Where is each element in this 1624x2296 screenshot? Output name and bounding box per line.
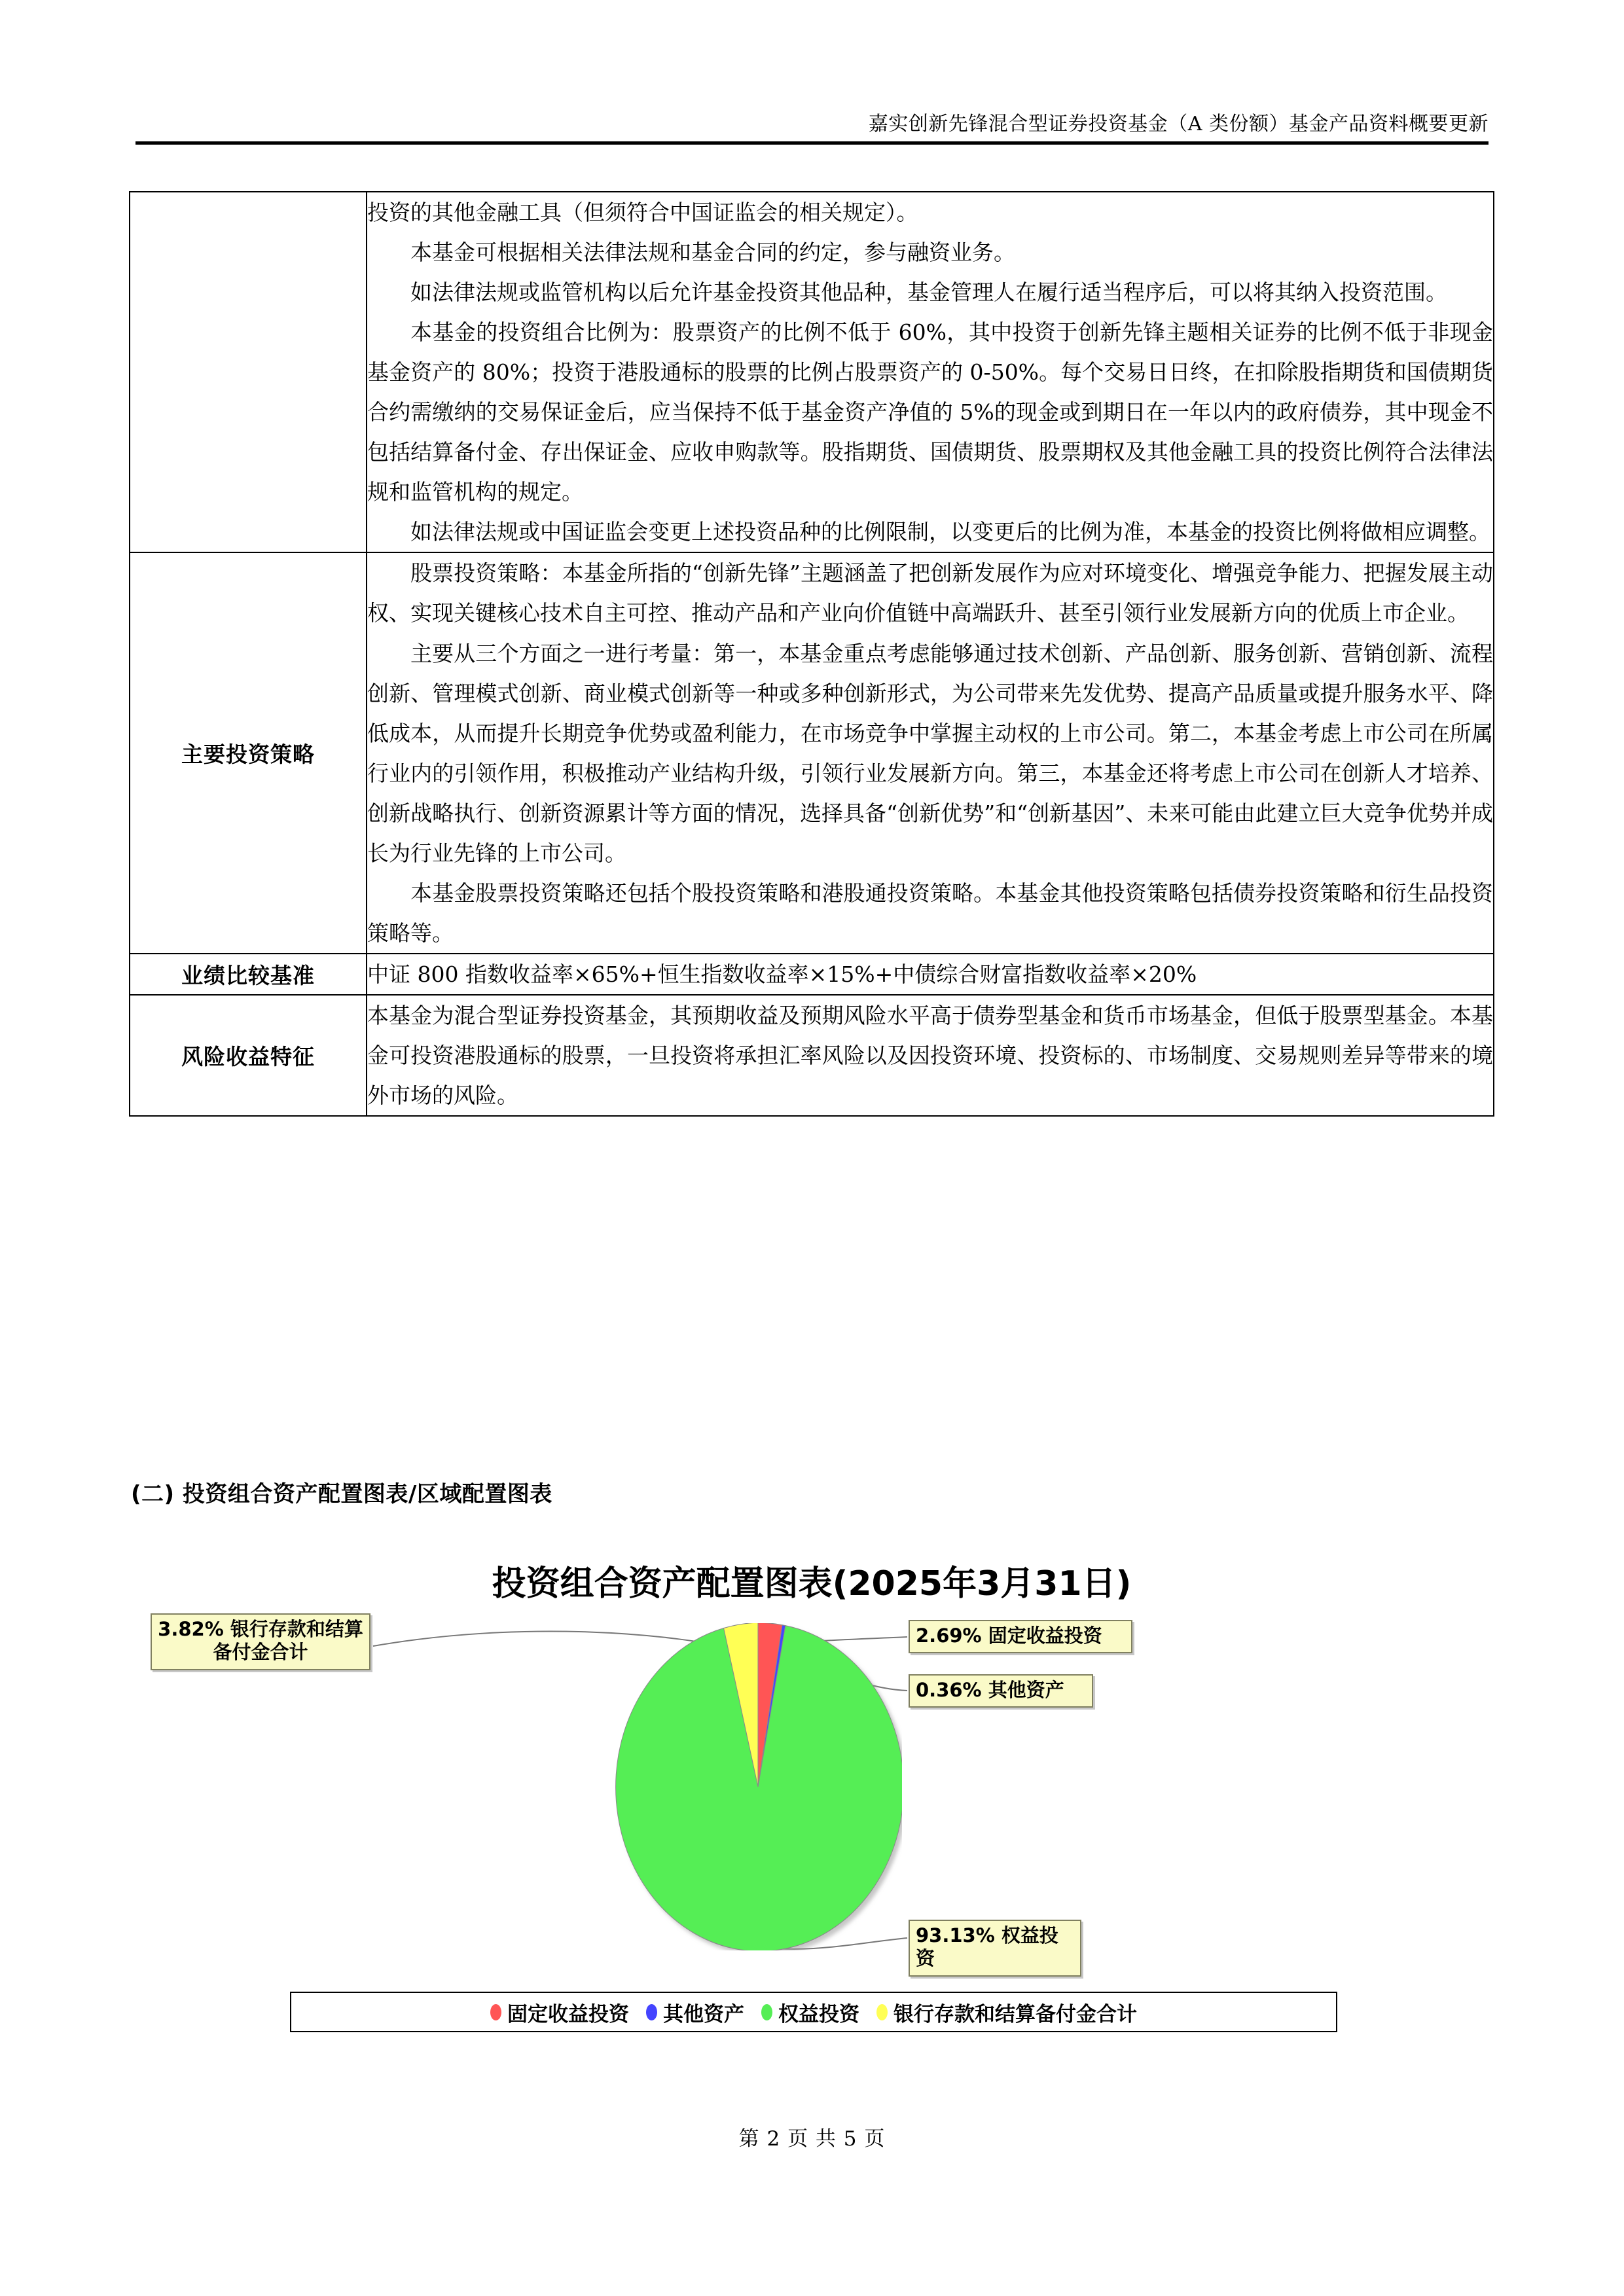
table-row — [130, 192, 1494, 552]
pie-chart — [614, 1623, 902, 1950]
row-label-benchmark: 业绩比较基准 — [130, 954, 367, 995]
row-body-benchmark — [367, 954, 1494, 995]
paragraph: 本基金可根据相关法律法规和基金合同的约定，参与融资业务。 — [410, 240, 1015, 266]
callout-other-assets: 0.36% 其他资产 — [909, 1674, 1093, 1708]
table-row — [130, 552, 1494, 953]
paragraph: 本基金为混合型证券投资基金，其预期收益及预期风险水平高于债券型基金和货币市场基金，但低于股票型基金。本基金可投资港股通标的股票，一旦投资将承担汇率风险以及因投资环境、投资标的、市场制度、交易规则差异等带来的境外市场的风险。 — [367, 1002, 1493, 1109]
row-body-investment-scope — [367, 192, 1494, 552]
paragraph: 本基金股票投资策略还包括个股投资策略和港股通投资策略。本基金其他投资策略包括债券投资策略和衍生品投资策略等。 — [367, 880, 1493, 946]
chart-title: 投资组合资产配置图表(2025年3月31日) — [492, 1564, 1132, 1604]
legend-item-equity — [761, 1998, 859, 2027]
legend-label: 其他资产 — [663, 2002, 744, 2026]
legend-swatch-icon — [646, 2004, 657, 2020]
fund-info-table — [129, 191, 1494, 1117]
legend-label: 银行存款和结算备付金合计 — [893, 2002, 1137, 2026]
paragraph: 本基金的投资组合比例为：股票资产的比例不低于 60%，其中投资于创新先锋主题相关证券的比例不低于非现金基金资产的 80%；投资于港股通标的股票的比例占股票资产的 0-50%。每个交易日日终，在扣除股指期货和国债期货合约需缴纳的交易保证金后，应当保持不低于基金资产净值的 5%的现金或到期日在一年以内的政府债券，其中现金不包括结算备付金、存出保证金、应收申购款等。股指期货、国债期货、股票期权及其他金融工具的投资比例符合法律法规和监管机构的规定。 — [367, 319, 1493, 505]
legend-label: 权益投资 — [778, 2002, 859, 2026]
page-header-title: 嘉实创新先锋混合型证券投资基金（A 类份额）基金产品资料概要更新 — [868, 113, 1489, 135]
row-label-risk-return: 风险收益特征 — [130, 995, 367, 1116]
asset-allocation-chart — [131, 1541, 1492, 2058]
callout-equity: 93.13% 权益投资 — [909, 1920, 1081, 1977]
legend-swatch-icon — [876, 2004, 888, 2020]
table-row — [130, 995, 1494, 1116]
legend-swatch-icon — [490, 2004, 501, 2020]
row-label-continued — [130, 192, 367, 552]
legend-item-other-assets — [646, 1998, 744, 2027]
legend-item-bank-deposit — [876, 1998, 1137, 2027]
paragraph: 如法律法规或中国证监会变更上述投资品种的比例限制，以变更后的比例为准，本基金的投资比例将做相应调整。 — [410, 519, 1490, 545]
header-divider — [135, 141, 1489, 145]
paragraph: 投资的其他金融工具（但须符合中国证监会的相关规定）。 — [367, 200, 918, 225]
callout-fixed-income: 2.69% 固定收益投资 — [909, 1620, 1132, 1653]
page-footer: 第 2 页 共 5 页 — [738, 2127, 886, 2151]
legend-swatch-icon — [761, 2004, 772, 2020]
paragraph: 如法律法规或监管机构以后允许基金投资其他品种，基金管理人在履行适当程序后，可以将其纳入投资范围。 — [410, 279, 1447, 306]
paragraph: 主要从三个方面之一进行考量：第一，本基金重点考虑能够通过技术创新、产品创新、服务创新、营销创新、流程创新、管理模式创新、商业模式创新等一种或多种创新形式，为公司带来先发优势、提高产品质量或提升服务水平、降低成本，从而提升长期竞争优势或盈利能力，在市场竞争中掌握主动权的上市公司。第二，本基金考虑上市公司在所属行业内的引领作用，积极推动产业结构升级，引领行业发展新方向。第三，本基金还将考虑上市公司在创新人才培养、创新战略执行、创新资源累计等方面的情况，选择具备“创新优势”和“创新基因”、未来可能由此建立巨大竞争优势并成长为行业先锋的上市公司。 — [367, 640, 1493, 866]
table-body — [130, 192, 1494, 1116]
section-heading: (二) 投资组合资产配置图表/区域配置图表 — [131, 1481, 552, 1507]
legend-label: 固定收益投资 — [507, 2002, 629, 2026]
paragraph: 中证 800 指数收益率×65%+恒生指数收益率×15%+中债综合财富指数收益率×20% — [367, 961, 1197, 987]
pie-svg — [614, 1623, 902, 1950]
row-label-main-strategy: 主要投资策略 — [130, 552, 367, 953]
paragraph: 股票投资策略：本基金所指的“创新先锋”主题涵盖了把创新发展作为应对环境变化、增强竞争能力、把握发展主动权、实现关键核心技术自主可控、推动产品和产业向价值链中高端跃升、甚至引领行业发展新方向的优质上市企业。 — [367, 560, 1493, 626]
row-body-risk-return — [367, 995, 1494, 1116]
chart-legend — [290, 1992, 1337, 2032]
callout-bank-deposit: 3.82% 银行存款和结算备付金合计 — [151, 1613, 370, 1670]
legend-item-fixed-income — [490, 1998, 629, 2027]
row-body-main-strategy — [367, 552, 1494, 953]
table-row — [130, 954, 1494, 995]
